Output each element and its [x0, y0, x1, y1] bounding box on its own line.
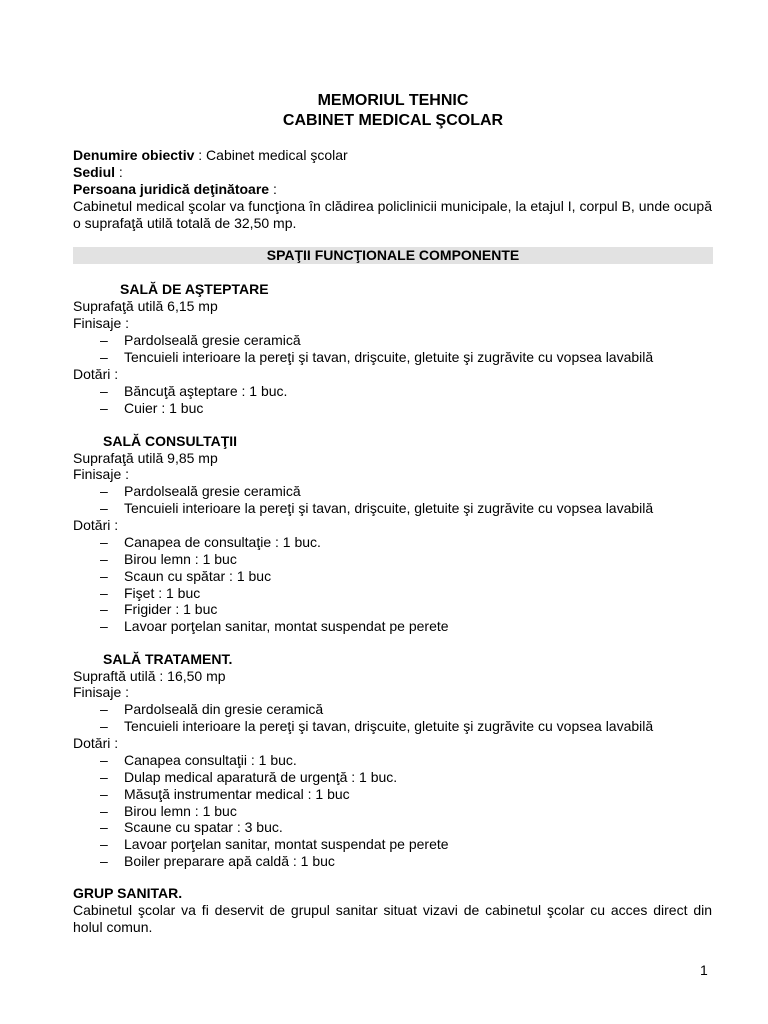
list-item — [100, 701, 323, 718]
section-heading: SALĂ CONSULTAŢII — [103, 433, 238, 449]
persoana-label: Persoana juridică deţinătoare — [73, 181, 270, 197]
list-item — [100, 568, 271, 585]
list-item — [100, 500, 653, 517]
list-item — [100, 332, 301, 349]
list-item-text: Canapea consultaţii : 1 buc. — [124, 752, 297, 768]
dash-bullet: – — [100, 551, 108, 567]
sediul-line — [73, 164, 123, 181]
finisaje-label: Finisaje : — [73, 466, 130, 482]
dash-bullet: – — [100, 836, 108, 852]
list-item — [100, 383, 287, 400]
dash-bullet: – — [100, 601, 108, 617]
list-item-text: Scaune cu spatar : 3 buc. — [124, 819, 283, 835]
section-band-heading: SPAŢII FUNCŢIONALE COMPONENTE — [73, 247, 713, 264]
list-item-text: Canapea de consultaţie : 1 buc. — [124, 534, 321, 550]
dash-bullet: – — [100, 400, 108, 416]
list-item — [100, 618, 449, 635]
list-item — [100, 551, 237, 568]
list-item — [100, 819, 283, 836]
denumire-label: Denumire obiectiv — [73, 147, 195, 163]
persoana-value: : — [269, 181, 277, 197]
list-item — [100, 786, 350, 803]
dash-bullet: – — [100, 500, 108, 516]
dash-bullet: – — [100, 332, 108, 348]
list-item-text: Birou lemn : 1 buc — [124, 803, 237, 819]
section-heading: GRUP SANITAR. — [73, 885, 183, 901]
list-item-text: Pardolseală din gresie ceramică — [124, 701, 324, 717]
list-item-text: Măsuţă instrumentar medical : 1 buc — [124, 786, 350, 802]
dash-bullet: – — [100, 819, 108, 835]
list-item-text: Dulap medical aparatură de urgenţă : 1 buc. — [124, 769, 398, 785]
list-item — [100, 853, 335, 870]
list-item — [100, 718, 653, 735]
section-heading: SALĂ TRATAMENT. — [103, 651, 233, 667]
list-item — [100, 803, 237, 820]
list-item — [100, 585, 200, 602]
dotari-label: Dotări : — [73, 366, 119, 382]
list-item-text: Birou lemn : 1 buc — [124, 551, 237, 567]
dash-bullet: – — [100, 349, 108, 365]
list-item-text: Tencuieli interioare la pereţi şi tavan, drişcuite, gletuite şi zugrăvite cu vopsea lavabilă — [124, 718, 654, 734]
section-heading: SALĂ DE AŞTEPTARE — [120, 281, 269, 297]
list-item-text: Băncuţă aşteptare : 1 buc. — [124, 383, 288, 399]
dash-bullet: – — [100, 853, 108, 869]
list-item-text: Tencuieli interioare la pereţi şi tavan, drişcuite, gletuite şi zugrăvite cu vopsea lavabilă — [124, 349, 654, 365]
document-subtitle: CABINET MEDICAL ŞCOLAR — [282, 112, 504, 129]
intro-paragraph: Cabinetul medical şcolar va funcţiona în clădirea policlinicii municipale, la etajul I, corpul B, unde ocupă o suprafaţă utilă totală de 32,50 mp. — [73, 198, 712, 231]
list-item-text: Cuier : 1 buc — [124, 400, 204, 416]
dash-bullet: – — [100, 701, 108, 717]
list-item-text: Frigider : 1 buc — [124, 601, 218, 617]
sediul-value: : — [115, 164, 123, 180]
document-title: MEMORIUL TEHNIC — [317, 92, 469, 109]
dash-bullet: – — [100, 803, 108, 819]
grup-paragraph: Cabinetul şcolar va fi deservit de grupul sanitar situat vizavi de cabinetul şcolar cu acces direct din holul comun. — [73, 902, 712, 935]
list-item — [100, 483, 301, 500]
list-item-text: Pardolseală gresie ceramică — [124, 332, 301, 348]
list-item — [100, 752, 297, 769]
list-item-text: Pardolseală gresie ceramică — [124, 483, 301, 499]
dash-bullet: – — [100, 618, 108, 634]
list-item-text: Fişet : 1 buc — [124, 585, 201, 601]
list-item-text: Lavoar porţelan sanitar, montat suspendat pe perete — [124, 618, 449, 634]
sediul-label: Sediul — [73, 164, 116, 180]
finisaje-label: Finisaje : — [73, 315, 130, 331]
list-item — [100, 601, 217, 618]
denumire-line — [73, 147, 348, 164]
list-item — [100, 836, 449, 853]
surface-text: Suprafaţă utilă 9,85 mp — [73, 450, 218, 466]
persoana-line — [73, 181, 277, 198]
list-item — [100, 769, 397, 786]
dash-bullet: – — [100, 585, 108, 601]
dash-bullet: – — [100, 718, 108, 734]
list-item — [100, 534, 321, 551]
list-item-text: Scaun cu spătar : 1 buc — [124, 568, 272, 584]
dash-bullet: – — [100, 786, 108, 802]
dash-bullet: – — [100, 383, 108, 399]
list-item — [100, 400, 203, 417]
dotari-label: Dotări : — [73, 517, 119, 533]
surface-text: Supraftă utilă : 16,50 mp — [73, 668, 226, 684]
surface-text: Suprafaţă utilă 6,15 mp — [73, 298, 218, 314]
dash-bullet: – — [100, 534, 108, 550]
finisaje-label: Finisaje : — [73, 684, 130, 700]
dotari-label: Dotări : — [73, 735, 119, 751]
list-item-text: Tencuieli interioare la pereţi şi tavan, drişcuite, gletuite şi zugrăvite cu vopsea lavabilă — [124, 500, 654, 516]
dash-bullet: – — [100, 483, 108, 499]
dash-bullet: – — [100, 769, 108, 785]
list-item — [100, 349, 653, 366]
page-number: 1 — [700, 962, 708, 978]
list-item-text: Lavoar porţelan sanitar, montat suspendat pe perete — [124, 836, 449, 852]
dash-bullet: – — [100, 752, 108, 768]
denumire-value: : Cabinet medical şcolar — [194, 147, 348, 163]
list-item-text: Boiler preparare apă caldă : 1 buc — [124, 853, 335, 869]
dash-bullet: – — [100, 568, 108, 584]
